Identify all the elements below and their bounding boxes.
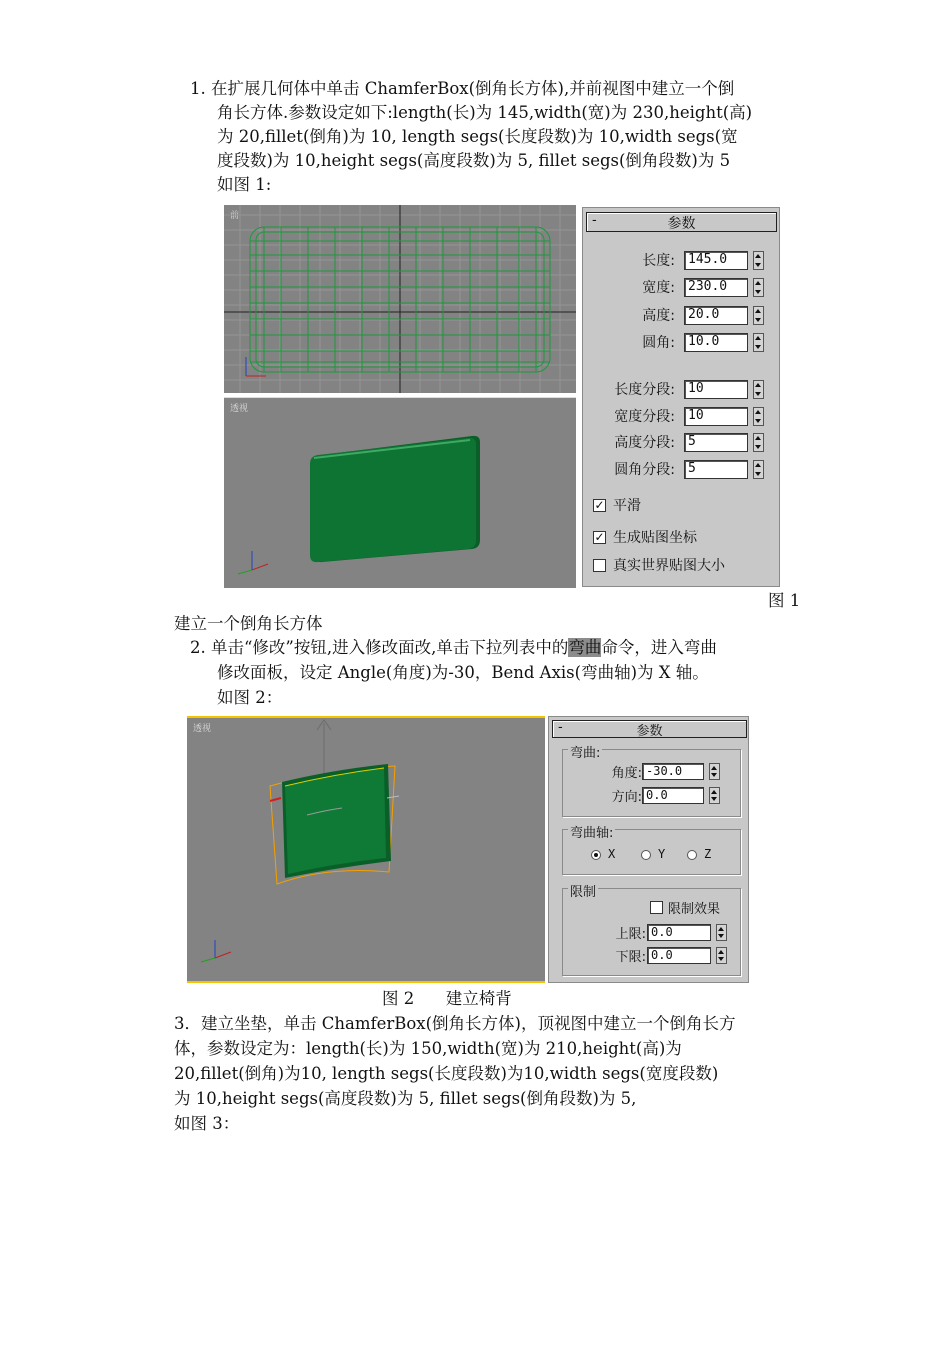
- field-label-height-segs: 高度分段:: [614, 435, 675, 451]
- limits-group-title: 限制: [568, 881, 598, 900]
- field-label-width-segs: 宽度分段:: [614, 409, 675, 425]
- length-segs-spinner[interactable]: [753, 380, 764, 399]
- lower-limit-label: 下限:: [615, 950, 646, 965]
- axis-y-radio[interactable]: [641, 850, 651, 860]
- field-label-fillet: 圆角:: [642, 335, 675, 351]
- viewport-label: 透视: [230, 404, 249, 414]
- bend-parameters-panel: [548, 716, 749, 983]
- step3-line-1: 3．建立坐垫，单击 ChamferBox(倒角长方体)，顶视图中建立一个倒角长方: [174, 1014, 736, 1033]
- width-input[interactable]: 230.0: [684, 278, 748, 297]
- figure1-caption-text: 建立一个倒角长方体: [174, 614, 323, 633]
- height-input[interactable]: 20.0: [684, 306, 748, 325]
- width-segs-input[interactable]: 10: [684, 407, 748, 426]
- gen-mapping-label: 生成贴图坐标: [613, 530, 697, 546]
- limit-effect-label: 限制效果: [668, 902, 721, 917]
- direction-label: 方向:: [611, 790, 642, 805]
- collapse-minus[interactable]: -: [558, 720, 563, 735]
- front-viewport[interactable]: [224, 205, 576, 393]
- rollout-title: 参数: [667, 216, 696, 232]
- fillet-segs-spinner[interactable]: [753, 460, 764, 479]
- axis-z-radio[interactable]: [687, 850, 697, 860]
- lower-limit-spinner[interactable]: [716, 947, 727, 964]
- front-wireframe: [224, 205, 576, 393]
- length-spinner[interactable]: [753, 251, 764, 270]
- smooth-checkbox[interactable]: ✓: [594, 498, 605, 512]
- collapse-minus[interactable]: -: [592, 213, 597, 228]
- direction-spinner[interactable]: [709, 787, 720, 804]
- lower-limit-input[interactable]: 0.0: [647, 947, 711, 964]
- bent-chamferbox: [187, 718, 545, 981]
- bend-axis-title: 弯曲轴:: [568, 822, 615, 841]
- parameters-panel: [582, 207, 780, 587]
- step2-line-1: [190, 636, 717, 660]
- bend-rollout-header[interactable]: [552, 720, 747, 738]
- height-spinner[interactable]: [753, 306, 764, 325]
- field-label-height: 高度:: [642, 308, 675, 324]
- direction-input[interactable]: 0.0: [642, 787, 704, 804]
- real-world-map-checkbox[interactable]: [593, 559, 606, 572]
- figure1-caption-number: 图 1: [768, 591, 801, 610]
- field-label-length: 长度:: [642, 253, 675, 269]
- upper-limit-label: 上限:: [615, 927, 646, 942]
- figure2-caption: 图 2 建立椅背: [382, 989, 512, 1008]
- upper-limit-input[interactable]: 0.0: [647, 924, 711, 941]
- height-segs-input[interactable]: 5: [684, 433, 748, 452]
- angle-label: 角度:: [611, 766, 642, 781]
- field-label-length-segs: 长度分段:: [614, 382, 675, 398]
- step1-line-5: 如图 1:: [217, 175, 272, 194]
- step2-line-1-pre: 2. 单击“修改”按钮,进入修改面改,单击下拉列表中的: [190, 638, 569, 657]
- width-segs-spinner[interactable]: [753, 407, 764, 426]
- perspective-viewport-bend[interactable]: [187, 716, 545, 983]
- bend-highlight: 弯曲: [568, 638, 602, 657]
- length-segs-input[interactable]: 10: [684, 380, 748, 399]
- perspective-chamferbox: [224, 398, 576, 588]
- perspective-viewport[interactable]: [224, 397, 576, 588]
- rollout-title: 参数: [636, 724, 663, 739]
- axis-x-radio[interactable]: [591, 850, 601, 860]
- step1-line-3: 为 20,fillet(倒角)为 10, length segs(长度段数)为 10,width segs(宽: [217, 127, 738, 146]
- viewport-label: 前: [230, 211, 240, 221]
- axis-x-label: X: [608, 847, 616, 861]
- fillet-input[interactable]: 10.0: [684, 333, 748, 352]
- step2-line-3: 如图 2：: [217, 688, 283, 707]
- gen-mapping-checkbox[interactable]: ✓: [594, 530, 605, 544]
- field-label-width: 宽度:: [642, 280, 675, 296]
- angle-input[interactable]: -30.0: [642, 763, 704, 780]
- smooth-label: 平滑: [613, 498, 641, 514]
- step2-line-1-post: 命令，进入弯曲: [601, 638, 717, 657]
- step1-line-4: 度段数)为 10,height segs(高度段数)为 5, fillet segs(倒角段数)为 5: [217, 151, 731, 170]
- step3-line-2: 体，参数设定为：length(长)为 150,width(宽)为 210,height(高)为: [174, 1039, 682, 1058]
- height-segs-spinner[interactable]: [753, 433, 764, 452]
- step2-line-2: 修改面板，设定 Angle(角度)为-30，Bend Axis(弯曲轴)为 X 轴。: [217, 663, 709, 682]
- length-input[interactable]: 145.0: [684, 251, 748, 270]
- field-label-fillet-segs: 圆角分段:: [614, 462, 675, 478]
- viewport-label: 透视: [193, 724, 212, 734]
- step3-line-4: 为 10,height segs(高度段数)为 5, fillet segs(倒角段数)为 5,: [174, 1089, 637, 1108]
- axis-z-label: Z: [704, 847, 712, 861]
- upper-limit-spinner[interactable]: [716, 924, 727, 941]
- width-spinner[interactable]: [753, 278, 764, 297]
- figure-1: [224, 205, 780, 587]
- parameters-rollout-header[interactable]: [586, 212, 777, 232]
- figure-2: [187, 716, 750, 983]
- step3-line-5: 如图 3：: [174, 1114, 240, 1133]
- fillet-segs-input[interactable]: 5: [684, 460, 748, 479]
- step3-line-3: 20,fillet(倒角)为10, length segs(长度段数)为10,width segs(宽度段数): [174, 1064, 719, 1083]
- bend-group-title: 弯曲:: [568, 742, 602, 761]
- step1-line-1: 1. 在扩展几何体中单击 ChamferBox(倒角长方体),并前视图中建立一个倒: [190, 79, 735, 98]
- limit-effect-checkbox[interactable]: [650, 901, 663, 914]
- real-world-map-label: 真实世界贴图大小: [613, 558, 725, 574]
- angle-spinner[interactable]: [709, 763, 720, 780]
- axis-y-label: Y: [658, 847, 666, 861]
- step1-line-2: 角长方体.参数设定如下:length(长)为 145,width(宽)为 230,height(高): [217, 103, 753, 122]
- fillet-spinner[interactable]: [753, 333, 764, 352]
